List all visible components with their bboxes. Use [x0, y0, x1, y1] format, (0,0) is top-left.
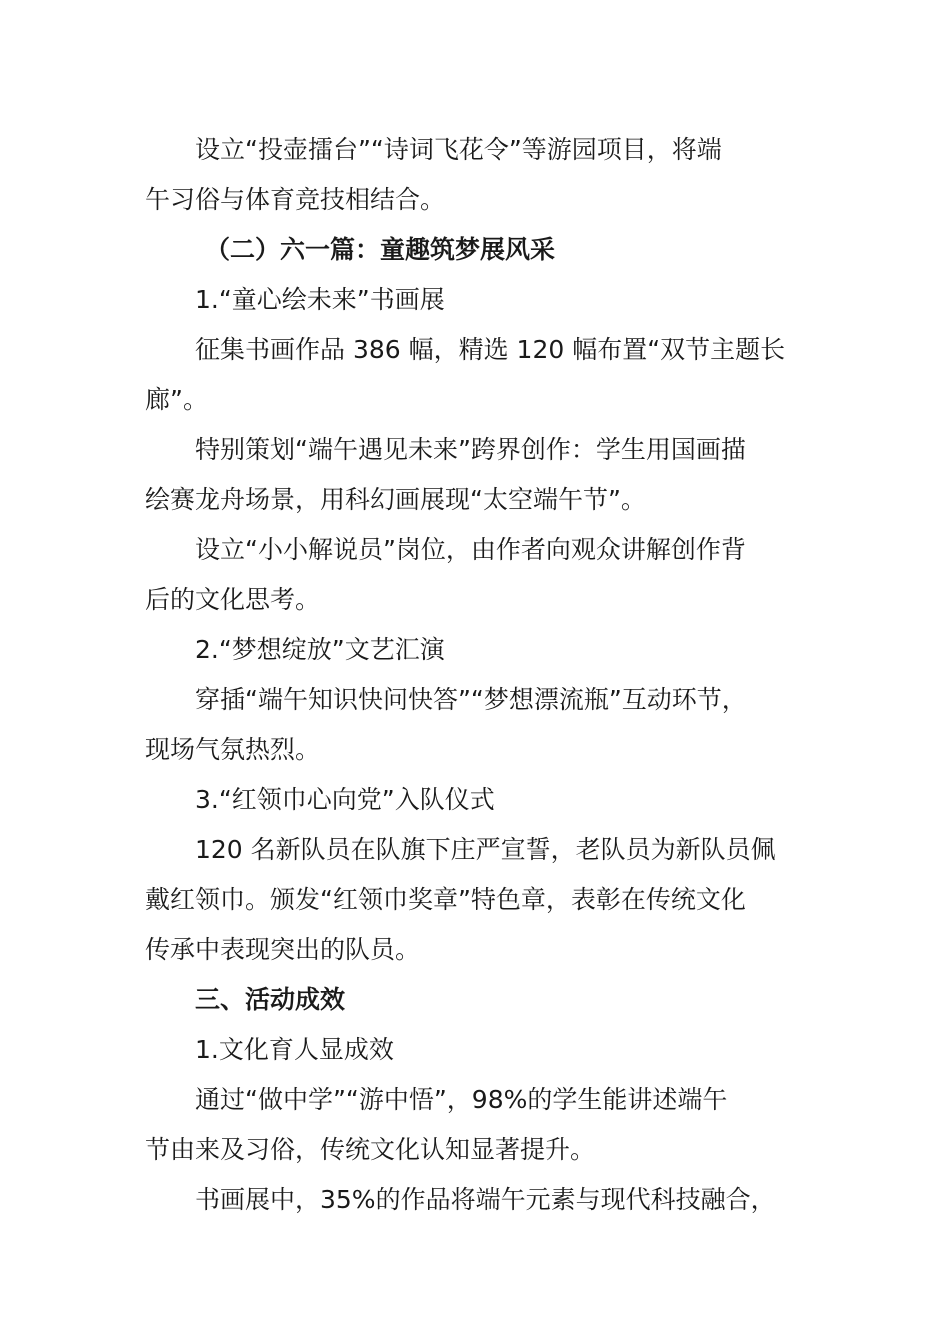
- paragraph-line: 穿插“端午知识快问快答”“梦想漂流瓶”互动环节，: [195, 685, 747, 714]
- paragraph-line: 午习俗与体育竞技相结合。: [145, 185, 446, 214]
- paragraph-line: 书画展中，35%的作品将端午元素与现代科技融合，: [195, 1185, 776, 1214]
- paragraph-line: 设立“投壶擂台”“诗词飞花令”等游园项目，将端: [195, 135, 722, 164]
- section-heading: 三、活动成效: [195, 985, 346, 1014]
- subheading: 2.“梦想绽放”文艺汇演: [195, 635, 445, 664]
- paragraph-line: 现场气氛热烈。: [145, 735, 321, 764]
- paragraph-line: 绘赛龙舟场景，用科幻画展现“太空端午节”。: [145, 485, 646, 514]
- paragraph-line: 设立“小小解说员”岗位，由作者向观众讲解创作背: [195, 535, 746, 564]
- paragraph-line: 征集书画作品 386 幅，精选 120 幅布置“双节主题长: [195, 335, 786, 364]
- section-heading: （二）六一篇：童趣筑梦展风采: [205, 235, 556, 264]
- paragraph-line: 120 名新队员在队旗下庄严宣誓，老队员为新队员佩: [195, 835, 776, 864]
- subheading: 1.文化育人显成效: [195, 1035, 394, 1064]
- paragraph-line: 戴红领巾。颁发“红领巾奖章”特色章，表彰在传统文化: [145, 885, 746, 914]
- paragraph-line: 传承中表现突出的队员。: [145, 935, 421, 964]
- paragraph-line: 节由来及习俗，传统文化认知显著提升。: [145, 1135, 596, 1164]
- paragraph-line: 廊”。: [145, 385, 208, 414]
- paragraph-line: 特别策划“端午遇见未来”跨界创作：学生用国画描: [195, 435, 746, 464]
- subheading: 3.“红领巾心向党”入队仪式: [195, 785, 495, 814]
- paragraph-line: 后的文化思考。: [145, 585, 321, 614]
- paragraph-line: 通过“做中学”“游中悟”，98%的学生能讲述端午: [195, 1085, 728, 1114]
- subheading: 1.“童心绘未来”书画展: [195, 285, 445, 314]
